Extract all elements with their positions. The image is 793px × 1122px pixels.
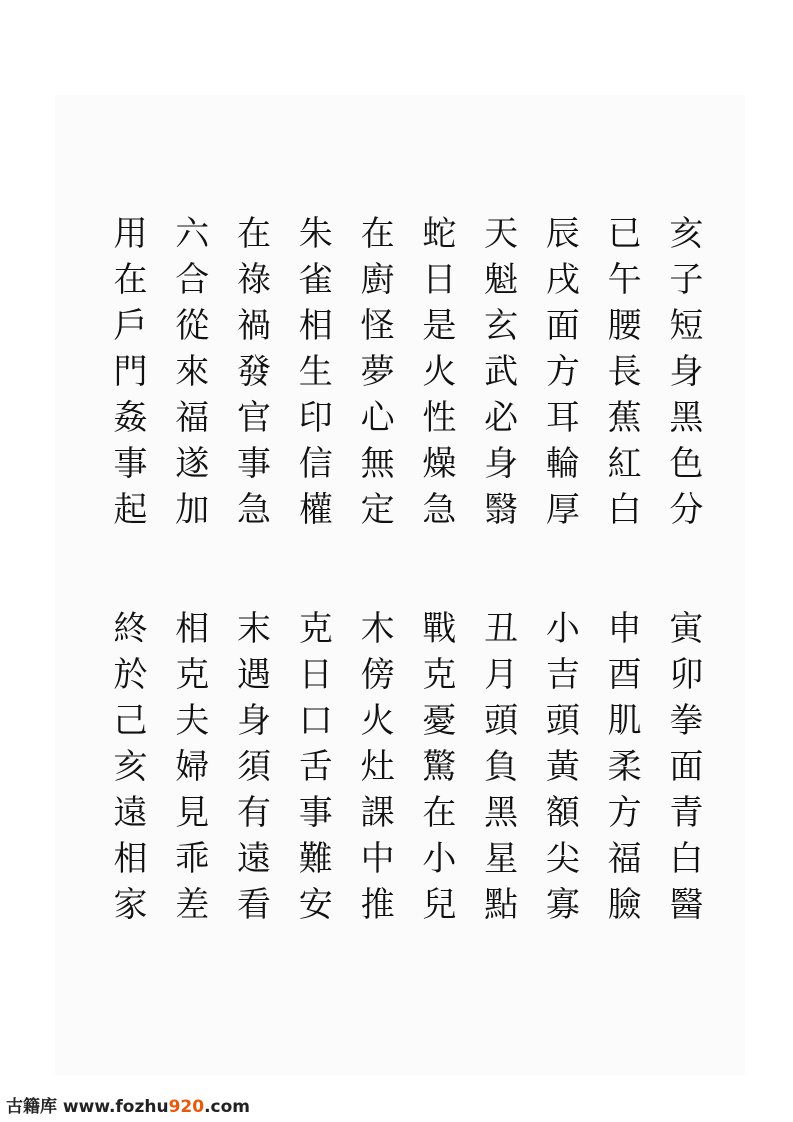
text-column: 六合從來福遂加 (168, 215, 209, 537)
text-column: 朱雀相生印信權 (292, 215, 333, 537)
text-column: 天魁玄武必身翳 (477, 215, 518, 537)
text-column: 在祿禍發官事急 (230, 215, 271, 537)
text-column: 申酉肌柔方福臉 (601, 610, 642, 932)
watermark-suffix: .com (204, 1097, 251, 1117)
text-column: 在廚怪夢心無定 (354, 215, 395, 537)
bottom-text-block (100, 610, 703, 932)
text-column: 相克夫婦見乖差 (168, 610, 209, 932)
watermark-accent: 920 (168, 1097, 205, 1117)
text-column: 辰戌面方耳輪厚 (539, 215, 580, 537)
text-column: 末遇身須有遠看 (230, 610, 271, 932)
text-column: 克日口舌事難安 (292, 610, 333, 932)
text-column: 丑月頭負黑星點 (477, 610, 518, 932)
text-column: 已午腰長蕉紅白 (601, 215, 642, 537)
text-column: 木傍火灶課中推 (354, 610, 395, 932)
top-text-block (100, 215, 703, 537)
site-watermark (6, 1092, 250, 1118)
text-column: 亥子短身黑色分 (662, 215, 703, 537)
text-column: 小吉頭黃額尖寡 (539, 610, 580, 932)
text-column: 戰克憂驚在小兒 (415, 610, 456, 932)
text-column: 蛇日是火性燥急 (415, 215, 456, 537)
text-column: 用在戶門姦事起 (107, 215, 147, 537)
text-column: 寅卯拳面青白醫 (662, 610, 703, 932)
text-column: 終於己亥遠相家 (107, 610, 147, 932)
watermark-prefix: 古籍库 www.fozhu (6, 1097, 169, 1117)
